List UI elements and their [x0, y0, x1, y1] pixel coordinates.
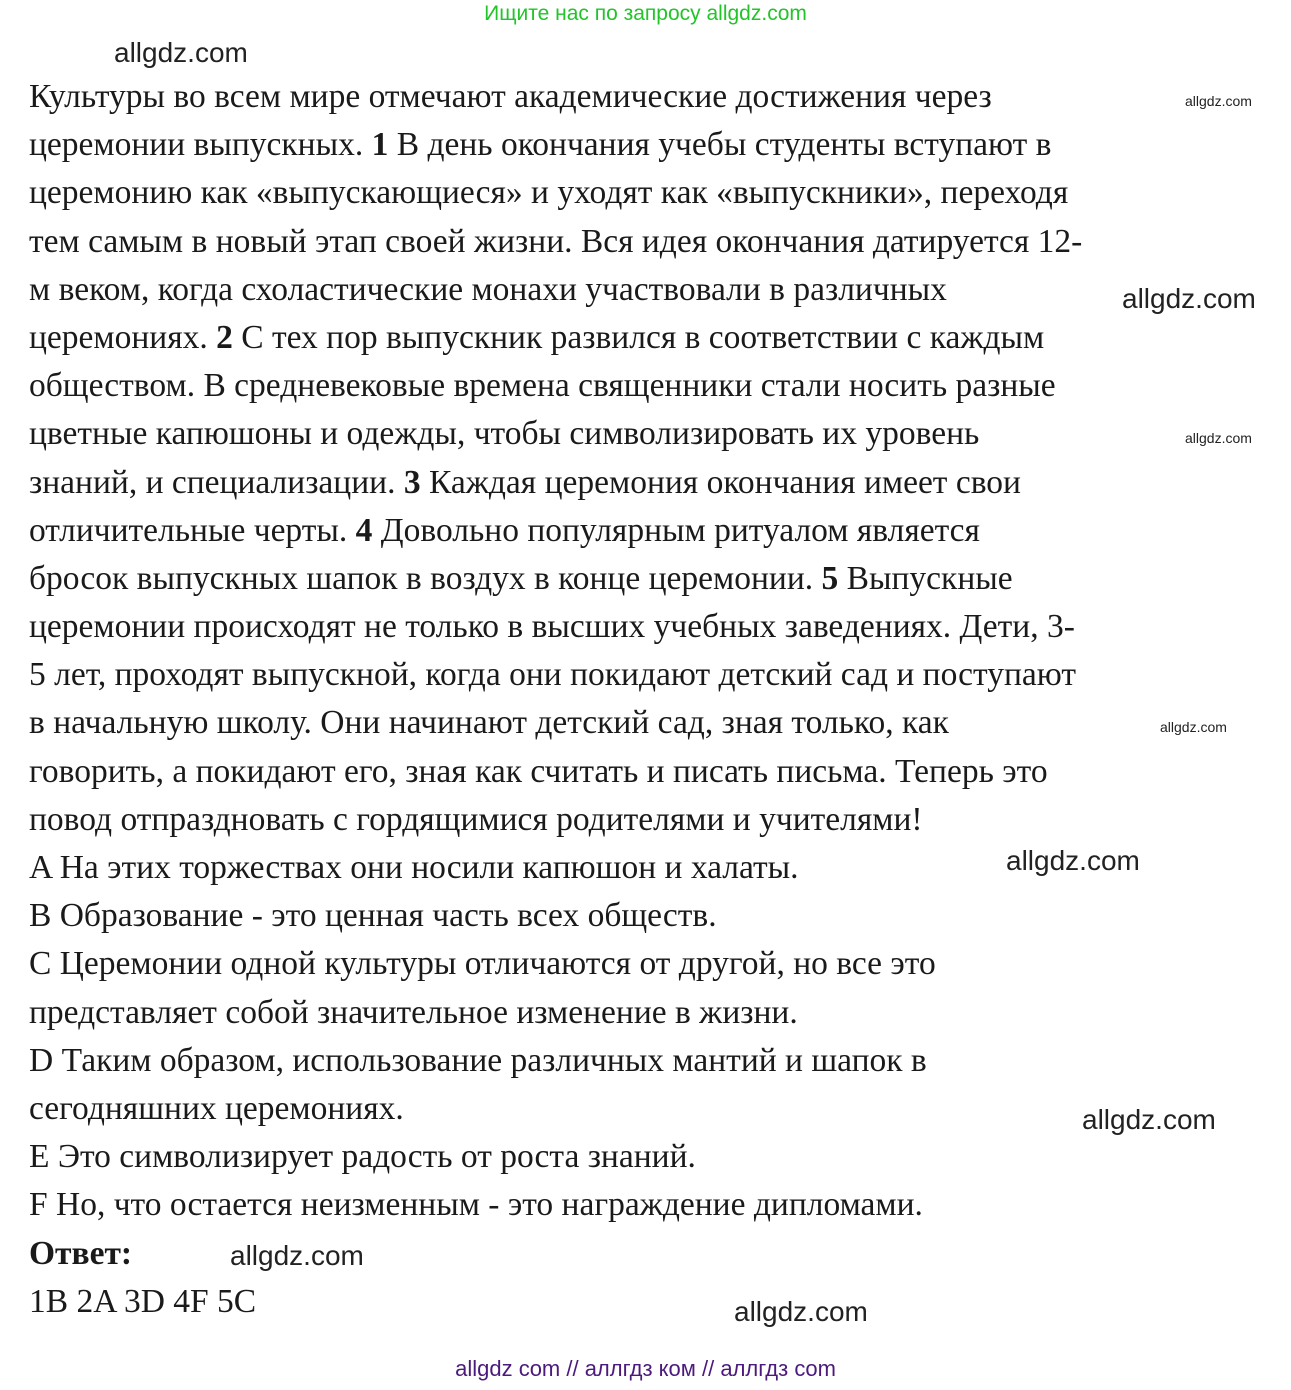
text-segment: церемониях.: [29, 318, 217, 356]
text-segment: церемонию как «выпускающиеся» и уходят как «выпускники», переходя: [29, 174, 1069, 212]
text-line: [29, 174, 1068, 222]
text-line: [29, 994, 798, 1042]
bold-marker: 5: [821, 559, 839, 597]
watermark: allgdz.com: [734, 1296, 868, 1327]
bold-marker: 1: [371, 126, 389, 164]
text-line: [29, 78, 992, 126]
text-segment: в начальную школу. Они начинают детский сад, зная только, как: [29, 704, 949, 742]
text-segment: церемонии выпускных.: [29, 126, 372, 164]
watermark: allgdz.com: [114, 37, 248, 68]
text-line: [29, 126, 1051, 174]
text-segment: E Это символизирует радость от роста знаний.: [29, 1138, 696, 1176]
text-segment: Выпускные: [838, 559, 1013, 597]
watermark: allgdz.com: [1160, 719, 1227, 735]
text-line: [29, 512, 980, 560]
text-segment: F Но, что остается неизменным - это награждение дипломами.: [29, 1186, 923, 1224]
search-banner: Ищите нас по запросу allgdz.com: [484, 2, 807, 25]
watermark: allgdz.com: [1185, 93, 1252, 109]
text-segment: 1B 2A 3D 4F 5C: [29, 1282, 257, 1320]
text-segment: C Церемонии одной культуры отличаются от другой, но все это: [29, 945, 936, 983]
text-line: [29, 608, 1075, 656]
text-line: [29, 1235, 132, 1283]
text-line: [29, 753, 1048, 801]
text-segment: цветные капюшоны и одежды, чтобы символизировать их уровень: [29, 415, 980, 453]
text-line: [29, 223, 1082, 271]
watermark: allgdz.com: [1185, 430, 1252, 446]
text-segment: Культуры во всем мире отмечают академические достижения через: [29, 78, 992, 115]
text-segment: В день окончания учебы студенты вступают в: [388, 126, 1052, 164]
text-segment: Каждая церемония окончания имеет свои: [420, 463, 1021, 501]
text-line: [29, 1138, 696, 1186]
bold-marker: Ответ:: [29, 1234, 133, 1272]
text-segment: D Таким образом, использование различных мантий и шапок в: [29, 1041, 927, 1079]
text-line: [29, 1090, 404, 1138]
text-segment: м веком, когда схоластические монахи участвовали в различных: [29, 270, 947, 308]
bold-marker: 3: [403, 463, 421, 501]
text-segment: С тех пор выпускник развился в соответствии с каждым: [232, 318, 1045, 356]
watermark: allgdz.com: [230, 1240, 364, 1271]
text-segment: тем самым в новый этап своей жизни. Вся идея окончания датируется 12-: [29, 222, 1083, 260]
bold-marker: 4: [355, 511, 373, 549]
text-line: [29, 560, 1013, 608]
text-line: [29, 1186, 923, 1234]
text-segment: 5 лет, проходят выпускной, когда они покидают детский сад и поступают: [29, 656, 1077, 694]
text-segment: повод отпраздновать с гордящимися родителями и учителями!: [29, 800, 923, 838]
text-segment: Довольно популярным ритуалом является: [372, 511, 980, 549]
text-line: [29, 945, 936, 993]
text-line: [29, 464, 1021, 512]
text-segment: A На этих торжествах они носили капюшон и халаты.: [29, 849, 799, 886]
text-line: [29, 367, 1056, 415]
text-line: [29, 801, 923, 849]
document-body: [29, 78, 1082, 1331]
text-line: [29, 897, 717, 945]
watermark: allgdz.com: [1082, 1104, 1216, 1135]
footer-banner: allgdz com // аллгдз ком // аллгдз com: [455, 1356, 836, 1381]
text-line: [29, 849, 799, 897]
text-line: [29, 1042, 927, 1090]
text-line: [29, 415, 979, 463]
text-segment: обществом. В средневековые времена священники стали носить разные: [29, 367, 1056, 405]
text-segment: говорить, а покидают его, зная как считать и писать письма. Теперь это: [29, 752, 1048, 790]
text-line: [29, 319, 1044, 367]
text-line: [29, 704, 949, 752]
text-segment: сегодняшних церемониях.: [29, 1089, 404, 1127]
bold-marker: 2: [216, 318, 233, 356]
text-segment: представляет собой значительное изменение в жизни.: [29, 993, 798, 1031]
text-segment: B Образование - это ценная часть всех обществ.: [29, 897, 717, 935]
text-segment: знаний, и специализации.: [29, 463, 404, 501]
text-segment: церемонии происходят не только в высших учебных заведениях. Дети, 3-: [29, 608, 1075, 646]
watermark: allgdz.com: [1006, 845, 1140, 876]
text-line: [29, 656, 1076, 704]
watermark: allgdz.com: [1122, 283, 1256, 314]
text-segment: бросок выпускных шапок в воздух в конце церемонии.: [29, 559, 822, 597]
text-line: [29, 1283, 256, 1331]
text-line: [29, 271, 947, 319]
text-segment: отличительные черты.: [29, 511, 356, 549]
